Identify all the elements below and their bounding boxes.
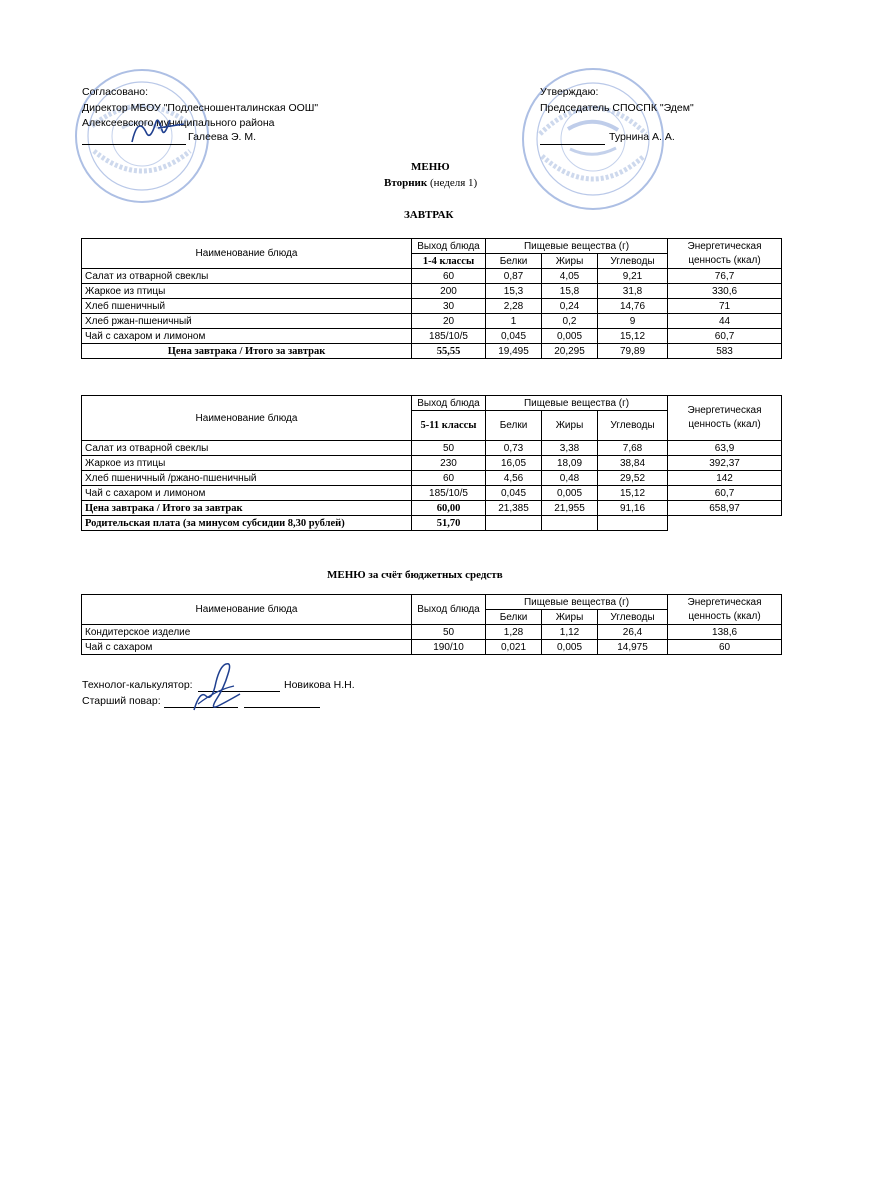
empty-cell bbox=[598, 516, 668, 531]
dish-protein: 0,045 bbox=[486, 486, 542, 501]
budget-menu-title: МЕНЮ за счёт бюджетных средств bbox=[327, 569, 503, 581]
dish-output: 230 bbox=[412, 456, 486, 471]
district-line: Алексеевского муниципального района bbox=[82, 117, 275, 129]
week-label: (неделя 1) bbox=[429, 177, 478, 189]
col-header-nutrients: Пищевые вещества (г) bbox=[486, 595, 668, 610]
dish-energy: 60,7 bbox=[668, 486, 782, 501]
chairman-position: Председатель СПОСПК "Эдем" bbox=[540, 102, 694, 114]
dish-name: Хлеб пшеничный bbox=[82, 299, 412, 314]
dish-fat: 0,48 bbox=[542, 471, 598, 486]
empty-cell bbox=[668, 516, 782, 531]
total-protein: 21,385 bbox=[486, 501, 542, 516]
dish-protein: 16,05 bbox=[486, 456, 542, 471]
table-row bbox=[82, 625, 782, 640]
dish-carbs: 7,68 bbox=[598, 441, 668, 456]
dish-energy: 60,7 bbox=[668, 329, 782, 344]
day-line bbox=[384, 177, 477, 189]
cook-name-line bbox=[244, 707, 320, 708]
col-header-protein: Белки bbox=[486, 411, 542, 441]
col-header-carbs: Углеводы bbox=[598, 610, 668, 625]
parent-fee-label: Родительская плата (за минусом субсидии 8,30 рублей) bbox=[82, 516, 412, 531]
col-header-energy: Энергетическая ценность (ккал) bbox=[668, 396, 782, 441]
col-header-nutrients: Пищевые вещества (г) bbox=[486, 239, 668, 254]
total-fat: 20,295 bbox=[542, 344, 598, 359]
total-label: Цена завтрака / Итого за завтрак bbox=[82, 344, 412, 359]
dish-fat: 0,005 bbox=[542, 640, 598, 655]
empty-cell bbox=[542, 516, 598, 531]
chairman-signature-line bbox=[540, 144, 605, 145]
table-row bbox=[82, 314, 782, 329]
dish-name: Хлеб пшеничный /ржано-пшеничный bbox=[82, 471, 412, 486]
dish-carbs: 31,8 bbox=[598, 284, 668, 299]
dish-fat: 18,09 bbox=[542, 456, 598, 471]
dish-protein: 1,28 bbox=[486, 625, 542, 640]
dish-energy: 60 bbox=[668, 640, 782, 655]
dish-energy: 44 bbox=[668, 314, 782, 329]
dish-energy: 330,6 bbox=[668, 284, 782, 299]
col-header-name: Наименование блюда bbox=[82, 396, 412, 441]
dish-carbs: 26,4 bbox=[598, 625, 668, 640]
chairman-name: Турнина А. А. bbox=[609, 131, 675, 143]
cook-label: Старший повар: bbox=[82, 695, 161, 707]
dish-name: Жаркое из птицы bbox=[82, 456, 412, 471]
group-label: 5-11 классы bbox=[412, 411, 486, 441]
dish-carbs: 14,76 bbox=[598, 299, 668, 314]
total-price: 60,00 bbox=[412, 501, 486, 516]
agreed-label: Согласовано: bbox=[82, 86, 149, 98]
total-carbs: 91,16 bbox=[598, 501, 668, 516]
col-header-protein: Белки bbox=[486, 254, 542, 269]
dish-carbs: 9,21 bbox=[598, 269, 668, 284]
total-carbs: 79,89 bbox=[598, 344, 668, 359]
total-energy: 583 bbox=[668, 344, 782, 359]
dish-energy: 71 bbox=[668, 299, 782, 314]
dish-energy: 63,9 bbox=[668, 441, 782, 456]
dish-fat: 1,12 bbox=[542, 625, 598, 640]
table-row bbox=[82, 640, 782, 655]
dish-fat: 3,38 bbox=[542, 441, 598, 456]
col-header-output: Выход блюда bbox=[412, 239, 486, 254]
total-fat: 21,955 bbox=[542, 501, 598, 516]
dish-energy: 142 bbox=[668, 471, 782, 486]
dish-protein: 0,021 bbox=[486, 640, 542, 655]
day-name: Вторник bbox=[384, 177, 428, 189]
dish-carbs: 9 bbox=[598, 314, 668, 329]
dish-energy: 76,7 bbox=[668, 269, 782, 284]
technologist-signature-icon bbox=[186, 660, 246, 718]
table-row bbox=[82, 486, 782, 501]
dish-protein: 15,3 bbox=[486, 284, 542, 299]
approved-label: Утверждаю: bbox=[540, 86, 599, 98]
col-header-energy: Энергетическая ценность (ккал) bbox=[668, 239, 782, 269]
group-label: 1-4 классы bbox=[412, 254, 486, 269]
dish-fat: 0,005 bbox=[542, 486, 598, 501]
col-header-carbs: Углеводы bbox=[598, 411, 668, 441]
dish-output: 200 bbox=[412, 284, 486, 299]
dish-output: 60 bbox=[412, 269, 486, 284]
dish-output: 190/10 bbox=[412, 640, 486, 655]
dish-fat: 0,2 bbox=[542, 314, 598, 329]
menu-table-grades-5-11 bbox=[81, 395, 782, 531]
total-row bbox=[82, 501, 782, 516]
col-header-carbs: Углеводы bbox=[598, 254, 668, 269]
dish-output: 50 bbox=[412, 441, 486, 456]
dish-name: Салат из отварной свеклы bbox=[82, 441, 412, 456]
table-row bbox=[82, 456, 782, 471]
table-row bbox=[82, 299, 782, 314]
dish-carbs: 15,12 bbox=[598, 486, 668, 501]
dish-protein: 0,87 bbox=[486, 269, 542, 284]
director-position: Директор МБОУ "Подлесношенталинская ООШ" bbox=[82, 102, 319, 114]
table-row bbox=[82, 441, 782, 456]
dish-name: Салат из отварной свеклы bbox=[82, 269, 412, 284]
col-header-fat: Жиры bbox=[542, 610, 598, 625]
dish-carbs: 29,52 bbox=[598, 471, 668, 486]
dish-output: 185/10/5 bbox=[412, 329, 486, 344]
director-name: Галеева Э. М. bbox=[188, 131, 257, 143]
menu-table-grades-1-4 bbox=[81, 238, 782, 359]
dish-carbs: 38,84 bbox=[598, 456, 668, 471]
col-header-fat: Жиры bbox=[542, 254, 598, 269]
dish-fat: 0,005 bbox=[542, 329, 598, 344]
table-row bbox=[82, 471, 782, 486]
technologist-name: Новикова Н.Н. bbox=[284, 679, 355, 691]
col-header-name: Наименование блюда bbox=[82, 239, 412, 269]
dish-carbs: 14,975 bbox=[598, 640, 668, 655]
col-header-nutrients: Пищевые вещества (г) bbox=[486, 396, 668, 411]
technologist-label: Технолог-калькулятор: bbox=[82, 679, 193, 691]
total-price: 55,55 bbox=[412, 344, 486, 359]
table-row bbox=[82, 329, 782, 344]
dish-fat: 4,05 bbox=[542, 269, 598, 284]
col-header-output: Выход блюда bbox=[412, 595, 486, 625]
dish-protein: 1 bbox=[486, 314, 542, 329]
dish-output: 50 bbox=[412, 625, 486, 640]
total-energy: 658,97 bbox=[668, 501, 782, 516]
meal-title: ЗАВТРАК bbox=[404, 209, 454, 221]
table-row bbox=[82, 284, 782, 299]
parent-fee-row bbox=[82, 516, 782, 531]
dish-carbs: 15,12 bbox=[598, 329, 668, 344]
col-header-protein: Белки bbox=[486, 610, 542, 625]
director-signature-icon bbox=[128, 112, 188, 148]
dish-output: 60 bbox=[412, 471, 486, 486]
empty-cell bbox=[486, 516, 542, 531]
menu-title: МЕНЮ bbox=[411, 161, 450, 173]
dish-name: Жаркое из птицы bbox=[82, 284, 412, 299]
dish-protein: 2,28 bbox=[486, 299, 542, 314]
col-header-energy: Энергетическая ценность (ккал) bbox=[668, 595, 782, 625]
dish-name: Чай с сахаром bbox=[82, 640, 412, 655]
parent-fee-value: 51,70 bbox=[412, 516, 486, 531]
total-protein: 19,495 bbox=[486, 344, 542, 359]
col-header-fat: Жиры bbox=[542, 411, 598, 441]
dish-output: 185/10/5 bbox=[412, 486, 486, 501]
dish-protein: 0,73 bbox=[486, 441, 542, 456]
total-label: Цена завтрака / Итого за завтрак bbox=[82, 501, 412, 516]
menu-table-budget bbox=[81, 594, 782, 655]
dish-name: Чай с сахаром и лимоном bbox=[82, 329, 412, 344]
dish-output: 30 bbox=[412, 299, 486, 314]
dish-name: Чай с сахаром и лимоном bbox=[82, 486, 412, 501]
dish-energy: 392,37 bbox=[668, 456, 782, 471]
dish-protein: 4,56 bbox=[486, 471, 542, 486]
dish-protein: 0,045 bbox=[486, 329, 542, 344]
col-header-output: Выход блюда bbox=[412, 396, 486, 411]
table-row bbox=[82, 269, 782, 284]
dish-fat: 0,24 bbox=[542, 299, 598, 314]
dish-name: Хлеб ржан-пшеничный bbox=[82, 314, 412, 329]
total-row bbox=[82, 344, 782, 359]
dish-energy: 138,6 bbox=[668, 625, 782, 640]
dish-output: 20 bbox=[412, 314, 486, 329]
col-header-name: Наименование блюда bbox=[82, 595, 412, 625]
dish-fat: 15,8 bbox=[542, 284, 598, 299]
dish-name: Кондитерское изделие bbox=[82, 625, 412, 640]
